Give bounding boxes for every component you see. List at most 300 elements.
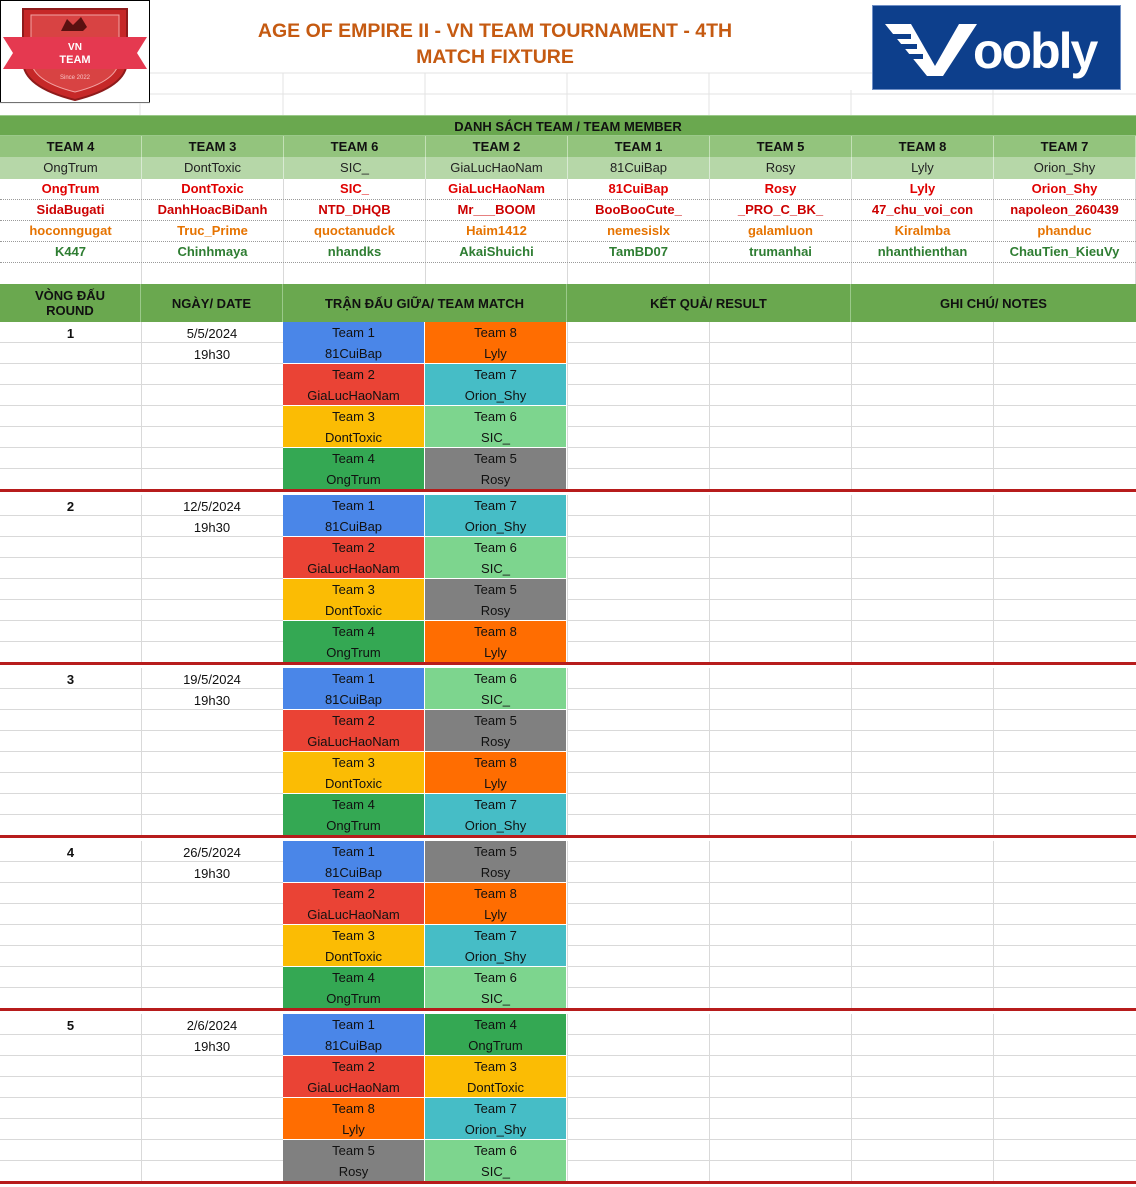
logo-text-since: Since 2022 — [59, 75, 91, 81]
member-cell[interactable]: Lyly — [852, 179, 994, 199]
notes-cell[interactable] — [851, 710, 993, 752]
round-number: 1 — [66, 326, 75, 341]
notes-cell[interactable] — [851, 883, 993, 925]
notes-cell[interactable] — [993, 537, 1136, 579]
team-name-cell[interactable]: TEAM 3 — [142, 136, 284, 157]
match-team-captain: DontToxic — [466, 1080, 525, 1095]
match-team-label: Team 5 — [474, 582, 517, 597]
match-team-captain: OngTrum — [326, 991, 381, 1006]
result-cell[interactable] — [709, 1098, 851, 1140]
match-team-label: Team 6 — [474, 671, 517, 686]
match-team-b[interactable] — [425, 883, 567, 925]
page-title — [150, 18, 840, 70]
match-team-captain: Lyly — [342, 1122, 365, 1137]
match-team-a[interactable] — [283, 883, 425, 925]
match-team-captain: 81CuiBap — [324, 346, 383, 361]
match-team-captain: Orion_Shy — [464, 1122, 527, 1137]
match-team-captain: Lyly — [484, 645, 507, 660]
member-cell[interactable]: nemesislx — [568, 221, 710, 241]
result-cell[interactable] — [567, 668, 709, 710]
result-cell[interactable] — [709, 621, 851, 663]
fixture-header — [0, 284, 1136, 322]
match-team-captain: Rosy — [480, 734, 511, 749]
match-team-label: Team 1 — [332, 671, 375, 686]
col-round-header — [0, 284, 141, 322]
round-number: 2 — [66, 499, 75, 514]
blank-cell[interactable] — [0, 263, 142, 284]
team-name-cell[interactable]: TEAM 6 — [284, 136, 426, 157]
member-row — [0, 200, 1136, 221]
match-team-captain: GiaLucHaoNam — [307, 561, 400, 576]
notes-cell[interactable] — [993, 1098, 1136, 1140]
voobly-logo — [872, 5, 1121, 90]
match-team-label: Team 8 — [474, 325, 517, 340]
result-cell[interactable] — [567, 710, 709, 752]
member-cell[interactable]: hoconngugat — [0, 221, 142, 241]
match-team-a[interactable] — [283, 1014, 425, 1056]
match-team-captain: GiaLucHaoNam — [307, 1080, 400, 1095]
result-cell[interactable] — [567, 1140, 709, 1182]
result-cell[interactable] — [709, 668, 851, 710]
match-team-b[interactable] — [425, 1014, 567, 1056]
match-team-a[interactable] — [283, 710, 425, 752]
result-cell[interactable] — [567, 448, 709, 490]
notes-cell[interactable] — [993, 621, 1136, 663]
notes-cell[interactable] — [851, 621, 993, 663]
match-team-a[interactable] — [283, 1140, 425, 1182]
result-cell[interactable] — [567, 406, 709, 448]
notes-cell[interactable] — [993, 967, 1136, 1009]
round-date: 12/5/2024 — [183, 499, 241, 514]
member-cell[interactable]: phanduc — [994, 221, 1136, 241]
match-team-captain: Rosy — [480, 865, 511, 880]
match-team-a[interactable] — [283, 579, 425, 621]
voobly-logo-art — [873, 6, 1120, 89]
notes-cell[interactable] — [851, 967, 993, 1009]
member-cell[interactable]: K447 — [0, 242, 142, 262]
result-cell[interactable] — [567, 364, 709, 406]
match-team-captain: Orion_Shy — [464, 818, 527, 833]
notes-cell[interactable] — [993, 1056, 1136, 1098]
member-row — [0, 179, 1136, 200]
round-time: 19h30 — [193, 347, 231, 362]
team-name-cell[interactable]: TEAM 8 — [852, 136, 994, 157]
blank-cell[interactable] — [568, 263, 710, 284]
team-captains-row — [0, 157, 1136, 179]
match-team-captain: SIC_ — [481, 430, 510, 445]
result-cell[interactable] — [709, 322, 851, 364]
match-team-label: Team 2 — [332, 367, 375, 382]
notes-cell[interactable] — [851, 322, 993, 364]
notes-cell[interactable] — [993, 883, 1136, 925]
match-team-a[interactable] — [283, 364, 425, 406]
member-cell[interactable]: Mr___BOOM — [426, 200, 568, 220]
result-cell[interactable] — [709, 1140, 851, 1182]
col-notes-header — [851, 284, 1136, 322]
result-cell[interactable] — [567, 322, 709, 364]
match-team-label: Team 5 — [474, 844, 517, 859]
blank-cell[interactable] — [852, 263, 994, 284]
round-time: 19h30 — [193, 520, 231, 535]
match-team-label: Team 3 — [332, 928, 375, 943]
match-team-label: Team 3 — [332, 755, 375, 770]
match-team-b[interactable] — [425, 925, 567, 967]
team-captain-cell[interactable]: 81CuiBap — [568, 157, 710, 179]
vn-team-logo — [0, 0, 150, 103]
result-cell[interactable] — [709, 841, 851, 883]
match-team-a[interactable] — [283, 925, 425, 967]
match-team-captain: Rosy — [480, 603, 511, 618]
result-cell[interactable] — [567, 883, 709, 925]
member-cell[interactable]: DontToxic — [142, 179, 284, 199]
match-team-label: Team 3 — [474, 1059, 517, 1074]
result-cell[interactable] — [709, 1056, 851, 1098]
notes-cell[interactable] — [993, 752, 1136, 794]
round-separator — [0, 1008, 1136, 1011]
match-team-label: Team 7 — [474, 797, 517, 812]
team-captain-cell[interactable]: OngTrum — [0, 157, 142, 179]
notes-cell[interactable] — [993, 495, 1136, 537]
match-team-captain: SIC_ — [481, 991, 510, 1006]
match-team-label: Team 5 — [474, 713, 517, 728]
match-team-label: Team 2 — [332, 1059, 375, 1074]
notes-cell[interactable] — [851, 1098, 993, 1140]
team-captain-cell[interactable]: DontToxic — [142, 157, 284, 179]
team-name-cell[interactable]: TEAM 1 — [568, 136, 710, 157]
match-team-b[interactable] — [425, 841, 567, 883]
notes-cell[interactable] — [993, 841, 1136, 883]
match-team-captain: Rosy — [338, 1164, 369, 1179]
member-cell[interactable]: galamluon — [710, 221, 852, 241]
match-team-a[interactable] — [283, 967, 425, 1009]
match-team-b[interactable] — [425, 967, 567, 1009]
member-row — [0, 221, 1136, 242]
result-cell[interactable] — [567, 495, 709, 537]
member-cell[interactable]: Rosy — [710, 179, 852, 199]
match-team-captain: Orion_Shy — [464, 949, 527, 964]
notes-cell[interactable] — [993, 322, 1136, 364]
notes-cell[interactable] — [993, 406, 1136, 448]
match-team-a[interactable] — [283, 621, 425, 663]
match-team-label: Team 3 — [332, 582, 375, 597]
match-team-b[interactable] — [425, 794, 567, 836]
member-row — [0, 242, 1136, 263]
match-team-captain: DontToxic — [324, 603, 383, 618]
result-cell[interactable] — [567, 925, 709, 967]
col-date-header — [141, 284, 283, 322]
result-cell[interactable] — [709, 364, 851, 406]
match-team-label: Team 5 — [474, 451, 517, 466]
match-team-captain: Lyly — [484, 907, 507, 922]
notes-cell[interactable] — [851, 448, 993, 490]
member-cell[interactable]: TamBD07 — [568, 242, 710, 262]
col-result-header — [567, 284, 851, 322]
match-team-b[interactable] — [425, 364, 567, 406]
match-team-label: Team 4 — [332, 624, 375, 639]
team-name-cell[interactable]: TEAM 2 — [426, 136, 568, 157]
match-team-label: Team 7 — [474, 498, 517, 513]
match-team-captain: OngTrum — [468, 1038, 523, 1053]
result-cell[interactable] — [709, 794, 851, 836]
notes-cell[interactable] — [851, 1140, 993, 1182]
match-team-a[interactable] — [283, 537, 425, 579]
result-cell[interactable] — [567, 841, 709, 883]
col-round-label: VÒNG ĐẤU ROUND — [34, 288, 106, 318]
member-cell[interactable]: NTD_DHQB — [284, 200, 426, 220]
result-cell[interactable] — [567, 794, 709, 836]
match-team-a[interactable] — [283, 668, 425, 710]
logo-text-vn: VN — [68, 42, 82, 53]
round-separator — [0, 662, 1136, 665]
col-notes-label: GHI CHÚ/ NOTES — [940, 295, 1047, 311]
round-date: 2/6/2024 — [186, 1018, 238, 1033]
match-team-captain: 81CuiBap — [324, 519, 383, 534]
match-team-a[interactable] — [283, 322, 425, 364]
match-team-b[interactable] — [425, 322, 567, 364]
match-team-b[interactable] — [425, 579, 567, 621]
member-cell[interactable]: SidaBugati — [0, 200, 142, 220]
member-cell[interactable]: Orion_Shy — [994, 179, 1136, 199]
result-cell[interactable] — [567, 1056, 709, 1098]
member-cell[interactable]: DanhHoacBiDanh — [142, 200, 284, 220]
match-team-label: Team 1 — [332, 844, 375, 859]
match-team-b[interactable] — [425, 621, 567, 663]
member-cell[interactable]: 47_chu_voi_con — [852, 200, 994, 220]
match-team-captain: GiaLucHaoNam — [307, 734, 400, 749]
round-block — [0, 841, 1136, 1014]
result-cell[interactable] — [709, 883, 851, 925]
match-team-label: Team 2 — [332, 540, 375, 555]
match-team-a[interactable] — [283, 794, 425, 836]
team-captain-cell[interactable]: Rosy — [710, 157, 852, 179]
match-team-label: Team 6 — [474, 540, 517, 555]
result-cell[interactable] — [709, 495, 851, 537]
round-number: 5 — [66, 1018, 75, 1033]
match-team-a[interactable] — [283, 1098, 425, 1140]
team-captain-cell[interactable]: SIC_ — [284, 157, 426, 179]
match-team-captain: GiaLucHaoNam — [307, 388, 400, 403]
result-cell[interactable] — [709, 579, 851, 621]
round-block — [0, 495, 1136, 668]
sheet-header — [0, 0, 1136, 115]
match-team-label: Team 4 — [474, 1017, 517, 1032]
blank-cell[interactable] — [994, 263, 1136, 284]
member-cell[interactable]: Kiralmba — [852, 221, 994, 241]
match-team-b[interactable] — [425, 495, 567, 537]
member-cell[interactable]: _PRO_C_BK_ — [710, 200, 852, 220]
match-team-label: Team 1 — [332, 498, 375, 513]
match-team-label: Team 8 — [474, 624, 517, 639]
notes-cell[interactable] — [993, 925, 1136, 967]
member-cell[interactable]: GiaLucHaoNam — [426, 179, 568, 199]
member-cell[interactable]: Truc_Prime — [142, 221, 284, 241]
round-separator — [0, 1181, 1136, 1184]
member-cell[interactable]: ChauTien_KieuVy — [994, 242, 1136, 262]
notes-cell[interactable] — [851, 794, 993, 836]
match-team-label: Team 2 — [332, 886, 375, 901]
match-team-b[interactable] — [425, 710, 567, 752]
match-team-label: Team 1 — [332, 1017, 375, 1032]
notes-cell[interactable] — [851, 364, 993, 406]
result-cell[interactable] — [709, 925, 851, 967]
member-cell[interactable]: Haim1412 — [426, 221, 568, 241]
notes-cell[interactable] — [851, 841, 993, 883]
notes-cell[interactable] — [851, 537, 993, 579]
match-team-captain: 81CuiBap — [324, 1038, 383, 1053]
blank-cell[interactable] — [142, 263, 284, 284]
match-team-captain: SIC_ — [481, 692, 510, 707]
result-cell[interactable] — [709, 406, 851, 448]
match-team-b[interactable] — [425, 1056, 567, 1098]
result-cell[interactable] — [709, 752, 851, 794]
notes-cell[interactable] — [851, 925, 993, 967]
team-captain-cell[interactable]: GiaLucHaoNam — [426, 157, 568, 179]
match-team-captain: Lyly — [484, 776, 507, 791]
member-cell[interactable]: Chinhmaya — [142, 242, 284, 262]
notes-cell[interactable] — [993, 668, 1136, 710]
blank-cell[interactable] — [426, 263, 568, 284]
round-separator — [0, 835, 1136, 838]
match-team-captain: Lyly — [484, 346, 507, 361]
member-cell[interactable]: 81CuiBap — [568, 179, 710, 199]
round-time: 19h30 — [193, 866, 231, 881]
result-cell[interactable] — [567, 967, 709, 1009]
round-block — [0, 1014, 1136, 1187]
member-cell[interactable]: SIC_ — [284, 179, 426, 199]
member-cell[interactable]: nhanthienthan — [852, 242, 994, 262]
notes-cell[interactable] — [993, 1140, 1136, 1182]
match-team-b[interactable] — [425, 406, 567, 448]
match-team-label: Team 6 — [474, 1143, 517, 1158]
match-team-captain: SIC_ — [481, 561, 510, 576]
notes-cell[interactable] — [993, 448, 1136, 490]
match-team-b[interactable] — [425, 668, 567, 710]
match-team-captain: SIC_ — [481, 1164, 510, 1179]
col-date-label: NGÀY/ DATE — [171, 295, 252, 311]
match-team-label: Team 6 — [474, 409, 517, 424]
round-number: 3 — [66, 672, 75, 687]
match-team-a[interactable] — [283, 406, 425, 448]
team-captain-cell[interactable]: Orion_Shy — [994, 157, 1136, 179]
match-team-label: Team 7 — [474, 1101, 517, 1116]
round-block — [0, 668, 1136, 841]
team-name-cell[interactable]: TEAM 5 — [710, 136, 852, 157]
notes-cell[interactable] — [851, 579, 993, 621]
notes-cell[interactable] — [993, 1014, 1136, 1056]
round-date: 26/5/2024 — [183, 845, 241, 860]
match-team-captain: 81CuiBap — [324, 692, 383, 707]
member-cell[interactable]: trumanhai — [710, 242, 852, 262]
blank-cell[interactable] — [710, 263, 852, 284]
match-team-captain: DontToxic — [324, 949, 383, 964]
col-match-label: TRẬN ĐẤU GIỮA/ TEAM MATCH — [324, 295, 525, 311]
blank-cell[interactable] — [284, 263, 426, 284]
notes-cell[interactable] — [851, 1056, 993, 1098]
match-team-label: Team 4 — [332, 797, 375, 812]
match-team-label: Team 1 — [332, 325, 375, 340]
notes-cell[interactable] — [993, 579, 1136, 621]
match-team-a[interactable] — [283, 841, 425, 883]
match-team-captain: Orion_Shy — [464, 388, 527, 403]
notes-cell[interactable] — [851, 406, 993, 448]
match-team-b[interactable] — [425, 1140, 567, 1182]
notes-cell[interactable] — [993, 794, 1136, 836]
match-team-label: Team 5 — [332, 1143, 375, 1158]
match-team-label: Team 8 — [474, 886, 517, 901]
title-line-1: AGE OF EMPIRE II - VN TEAM TOURNAMENT - 4TH — [257, 20, 733, 42]
match-team-a[interactable] — [283, 1056, 425, 1098]
match-team-label: Team 8 — [474, 755, 517, 770]
shield-icon — [1, 1, 149, 102]
result-cell[interactable] — [709, 1014, 851, 1056]
logo-text-team: TEAM — [59, 54, 91, 66]
col-result-label: KẾT QUẢ/ RESULT — [650, 295, 767, 311]
result-cell[interactable] — [709, 710, 851, 752]
result-cell[interactable] — [567, 579, 709, 621]
result-cell[interactable] — [567, 1098, 709, 1140]
team-name-cell[interactable]: TEAM 4 — [0, 136, 142, 157]
match-team-label: Team 7 — [474, 367, 517, 382]
match-team-captain: DontToxic — [324, 776, 383, 791]
match-team-label: Team 2 — [332, 713, 375, 728]
member-cell[interactable]: BooBooCute_ — [568, 200, 710, 220]
notes-cell[interactable] — [993, 710, 1136, 752]
result-cell[interactable] — [567, 752, 709, 794]
round-date: 19/5/2024 — [183, 672, 241, 687]
round-time: 19h30 — [193, 1039, 231, 1054]
match-team-captain: Rosy — [480, 472, 511, 487]
member-cell[interactable]: napoleon_260439 — [994, 200, 1136, 220]
result-cell[interactable] — [709, 537, 851, 579]
member-cell[interactable]: AkaiShuichi — [426, 242, 568, 262]
svg-text:oobly: oobly — [973, 23, 1097, 79]
match-team-label: Team 4 — [332, 451, 375, 466]
member-cell[interactable]: nhandks — [284, 242, 426, 262]
result-cell[interactable] — [567, 1014, 709, 1056]
match-team-label: Team 3 — [332, 409, 375, 424]
match-team-label: Team 8 — [332, 1101, 375, 1116]
round-block — [0, 322, 1136, 495]
match-team-label: Team 7 — [474, 928, 517, 943]
notes-cell[interactable] — [993, 364, 1136, 406]
match-team-b[interactable] — [425, 537, 567, 579]
round-date: 5/5/2024 — [186, 326, 238, 341]
match-team-b[interactable] — [425, 448, 567, 490]
notes-cell[interactable] — [851, 495, 993, 537]
match-team-a[interactable] — [283, 752, 425, 794]
match-team-b[interactable] — [425, 1098, 567, 1140]
member-cell[interactable]: OngTrum — [0, 179, 142, 199]
round-separator — [0, 489, 1136, 492]
match-team-a[interactable] — [283, 448, 425, 490]
team-captain-cell[interactable]: Lyly — [852, 157, 994, 179]
result-cell[interactable] — [567, 537, 709, 579]
notes-cell[interactable] — [851, 752, 993, 794]
match-team-label: Team 4 — [332, 970, 375, 985]
member-cell[interactable]: quoctanudck — [284, 221, 426, 241]
notes-cell[interactable] — [851, 1014, 993, 1056]
team-name-cell[interactable]: TEAM 7 — [994, 136, 1136, 157]
result-cell[interactable] — [567, 621, 709, 663]
notes-cell[interactable] — [851, 668, 993, 710]
match-team-a[interactable] — [283, 495, 425, 537]
blank-row — [0, 263, 1136, 284]
result-cell[interactable] — [709, 448, 851, 490]
result-cell[interactable] — [709, 967, 851, 1009]
col-match-header — [283, 284, 567, 322]
match-team-b[interactable] — [425, 752, 567, 794]
round-time: 19h30 — [193, 693, 231, 708]
